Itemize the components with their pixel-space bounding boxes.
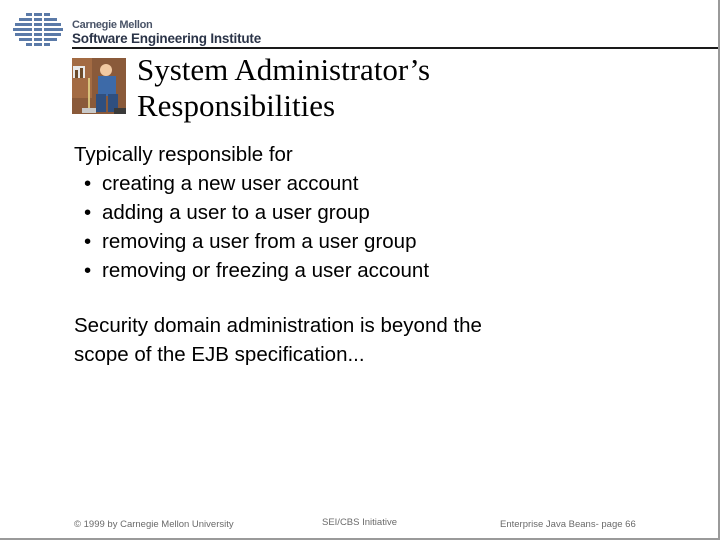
slide-title-line-1: System Administrator’s [137,52,431,87]
list-item-text: removing a user from a user group [102,230,417,253]
list-item [74,169,674,198]
list-item-text: removing or freezing a user account [102,259,430,282]
scope-note [74,311,634,369]
footer-copyright: © 1999 by Carnegie Mellon University [74,519,234,530]
intro-text: Typically responsible for [74,143,293,166]
sei-globe-logo-icon [12,12,64,46]
list-item [74,198,674,227]
responsibility-list [74,169,674,285]
org-name-line-2: Software Engineering Institute [72,31,262,46]
slide-title-line-2: Responsibilities [137,88,336,123]
footer-initiative: SEI/CBS Initiative [322,517,397,528]
header-rule [72,47,718,49]
bullet-glyph: • [84,230,92,253]
scope-note-line-2: scope of the EJB specification... [74,343,365,366]
janitor-clipart-icon [70,58,128,116]
list-item [74,256,674,285]
slide-title [137,52,697,124]
list-item-text: adding a user to a user group [102,201,370,224]
org-name-line-1: Carnegie Mellon [72,19,153,31]
list-item [74,227,674,256]
bullet-glyph: • [84,172,92,195]
bullet-glyph: • [84,201,92,224]
list-item-text: creating a new user account [102,172,359,195]
slide-body [74,140,674,285]
bullet-glyph: • [84,259,92,282]
footer-page-label: Enterprise Java Beans- page 66 [500,519,636,530]
scope-note-line-1: Security domain administration is beyond the [74,314,482,337]
